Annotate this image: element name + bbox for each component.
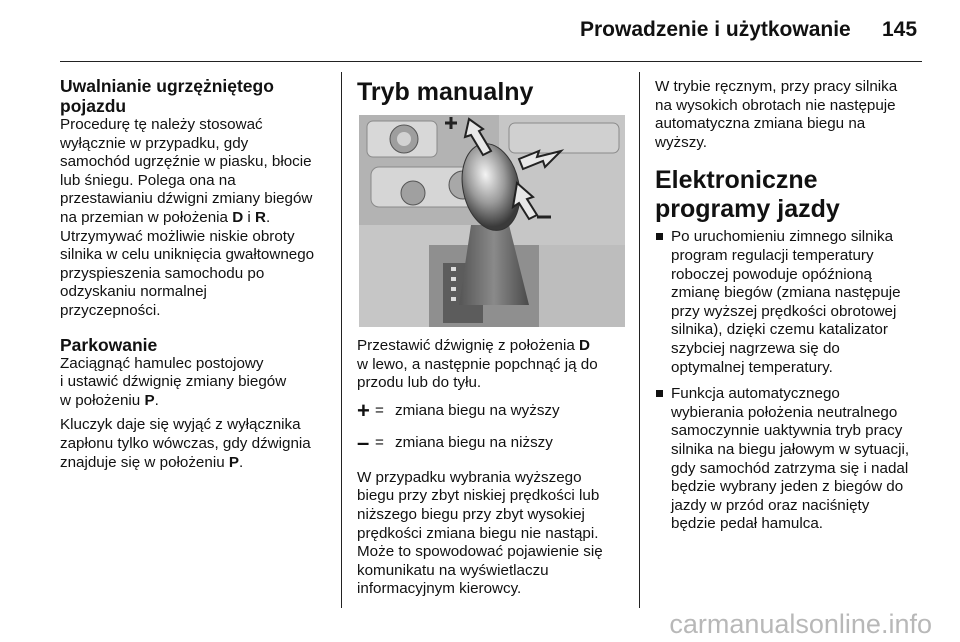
minus-icon: – (357, 430, 370, 456)
paragraph-shift-limits: W przypadku wybrania wyższego biegu przy zbyt niskiej prędkości lub niższego biegu przy zbyt wysokiej prędkości zmiana biegu nie nastąpi. Może to spowodować pojawienie się komunikatu na wyświetlaczu informacyjnym kierowcy. (357, 468, 603, 598)
column-divider-right (639, 72, 640, 608)
paragraph-high-rpm: W trybie ręcznym, przy pracy silnika na wysokich obrotach nie następuje automatyczna zmiana biegu na wyższy. (655, 78, 898, 151)
legend-row-downshift: – = zmiana biegu na niższy (357, 430, 553, 456)
paragraph-unstuck: Procedurę tę należy stosować wyłącznie w przypadku, gdy samochód ugrzęźnie w piasku, błocie lub śniegu. Polega ona na przestawianiu dźwigni zmiany biegów na przemian w położenia D i R. Utrzymywać możliwie niskie obroty silnika w celu uniknięcia gwałtownego przyspieszenia samochodu po odzyskaniu normalnej przyczepności. (60, 116, 315, 319)
paragraph-key-removal: Kluczyk daje się wyjąć z wyłącznika zapłonu tylko wówczas, gdy dźwignia znajduje się w położeniu P. (60, 416, 311, 471)
paragraph-parking: Zaciągnąć hamulec postojowy i ustawić dźwignię zmiany biegów w położeniu P. (60, 354, 287, 409)
page-number: 145 (882, 18, 918, 41)
legend-row-upshift: + = zmiana biegu na wyższy (357, 398, 560, 424)
section-heading-parking: Parkowanie (60, 334, 158, 355)
section-heading-electronic-programs: Elektroniczne programy jazdy (655, 166, 840, 224)
gear-lever-image (359, 115, 625, 327)
list-item: Po uruchomieniu zimnego silnika program regulacji temperatury roboczej powoduje opóźnioną zmianę biegów (zmiana następuje przy wyższej prędkości obrotowej silnika), dzięki czemu katalizator szybciej nagrzewa się do optymalnej temperatury. (655, 228, 927, 377)
bullet-icon (656, 233, 663, 240)
section-heading-manual-mode: Tryb manualny (357, 78, 534, 106)
column-divider-left (341, 72, 342, 608)
watermark: carmanualsonline.info (669, 609, 932, 639)
paragraph-manual-mode-instructions: Przestawić dźwignię z położenia D w lewo, a następnie popchnąć ją do przodu lub do tyłu. (357, 337, 598, 392)
page-header-title: Prowadzenie i użytkowanie (580, 18, 851, 41)
gear-lever-illustration (359, 115, 625, 327)
column-1 (60, 76, 334, 472)
bullet-icon (656, 390, 663, 397)
section-heading-unstuck: Uwalnianie ugrzężniętego pojazdu (60, 76, 274, 116)
column-3 (655, 78, 927, 542)
list-item: Funkcja automatycznego wybierania położenia neutralnego samoczynnie uaktywnia tryb pracy silnika na biegu jałowym w sytuacji, gdy samochód zatrzyma się i nadal będzie wybrany jeden z biegów do jazdy w przód oraz naciśnięty będzie pedał hamulca. (655, 385, 927, 534)
header-rule (60, 61, 922, 62)
driving-programs-list (655, 228, 927, 534)
column-2 (357, 78, 625, 599)
plus-icon: + (357, 398, 370, 424)
